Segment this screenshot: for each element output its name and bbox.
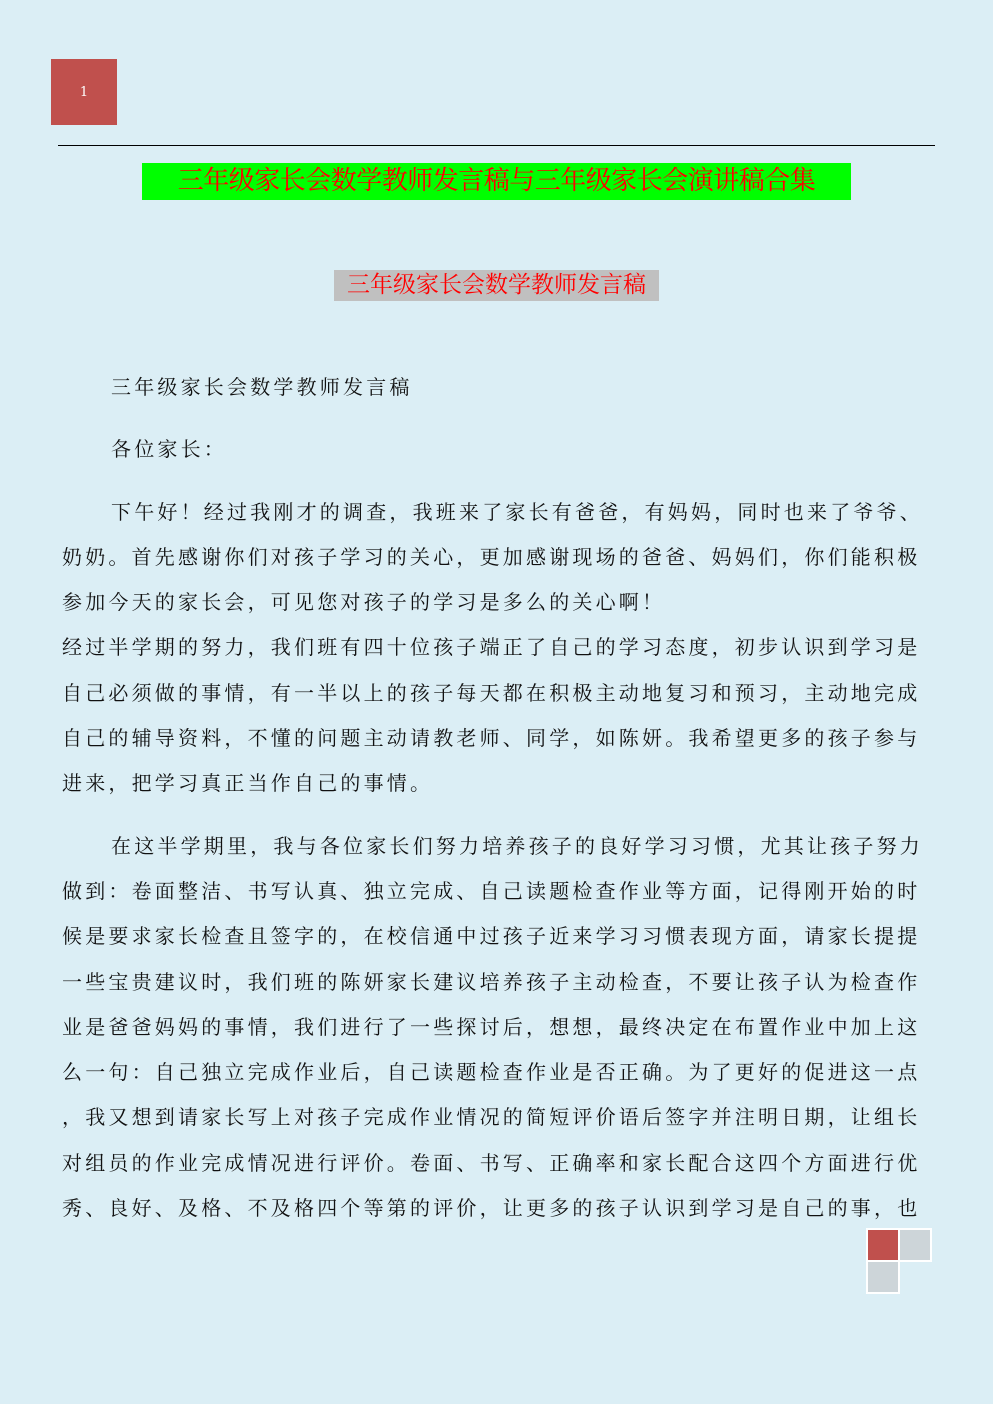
page-number: 1 bbox=[79, 84, 89, 100]
body-line: 自己的辅导资料，不懂的问题主动请教老师、同学，如陈妍。我希望更多的孩子参与 bbox=[62, 726, 921, 751]
paragraph-gap bbox=[62, 410, 924, 427]
body-line: 经过半学期的努力，我们班有四十位孩子端正了自己的学习态度，初步认识到学习是 bbox=[62, 635, 921, 660]
document-title: 三年级家长会数学教师发言稿与三年级家长会演讲稿合集 bbox=[142, 163, 851, 200]
body-line: 秀、良好、及格、不及格四个等第的评价，让更多的孩子认识到学习是自己的事，也 bbox=[62, 1196, 921, 1221]
body-line: 在这半学期里，我与各位家长们努力培养孩子的良好学习习惯，尤其让孩子努力 bbox=[111, 833, 923, 858]
body-line: 下午好！经过我刚才的调查，我班来了家长有爸爸，有妈妈，同时也来了爷爷、 bbox=[111, 499, 923, 524]
decoration-square-gray bbox=[898, 1228, 932, 1262]
body-line: 么一句：自己独立完成作业后，自己读题检查作业是否正确。为了更好的促进这一点 bbox=[62, 1060, 921, 1085]
corner-decoration bbox=[866, 1228, 933, 1293]
page-number-badge bbox=[51, 59, 117, 125]
section-title: 三年级家长会数学教师发言稿 bbox=[334, 270, 659, 301]
body-line: 业是爸爸妈妈的事情，我们进行了一些探讨后，想想，最终决定在布置作业中加上这 bbox=[62, 1014, 921, 1039]
body-line: 自己必须做的事情，有一半以上的孩子每天都在积极主动地复习和预习，主动地完成 bbox=[62, 680, 921, 705]
body-line: 候是要求家长检查且签字的，在校信通中过孩子近来学习习惯表现方面，请家长提提 bbox=[62, 924, 921, 949]
body-line: ，我又想到请家长写上对孩子完成作业情况的简短评价语后签字并注明日期，让组长 bbox=[62, 1105, 921, 1130]
body-line: 进来，把学习真正当作自己的事情。 bbox=[62, 771, 434, 796]
decoration-square-gray bbox=[866, 1260, 900, 1294]
paragraph-gap bbox=[62, 473, 924, 490]
document-body bbox=[62, 365, 924, 1231]
header-divider bbox=[58, 145, 935, 146]
body-line: 奶奶。首先感谢你们对孩子学习的关心，更加感谢现场的爸爸、妈妈们，你们能积极 bbox=[62, 544, 921, 569]
paragraph-heading-line: 三年级家长会数学教师发言稿 bbox=[111, 375, 413, 399]
body-line: 对组员的作业完成情况进行评价。卷面、书写、正确率和家长配合这四个方面进行优 bbox=[62, 1150, 921, 1175]
body-line: 一些宝贵建议时，我们班的陈妍家长建议培养孩子主动检查，不要让孩子认为检查作 bbox=[62, 969, 921, 994]
paragraph-gap bbox=[62, 807, 924, 824]
salutation-line: 各位家长： bbox=[111, 437, 227, 462]
body-line: 参加今天的家长会，可见您对孩子的学习是多么的关心啊！ bbox=[62, 590, 666, 615]
decoration-square-red bbox=[866, 1228, 900, 1262]
body-line: 做到：卷面整洁、书写认真、独立完成、自己读题检查作业等方面，记得刚开始的时 bbox=[62, 878, 921, 903]
